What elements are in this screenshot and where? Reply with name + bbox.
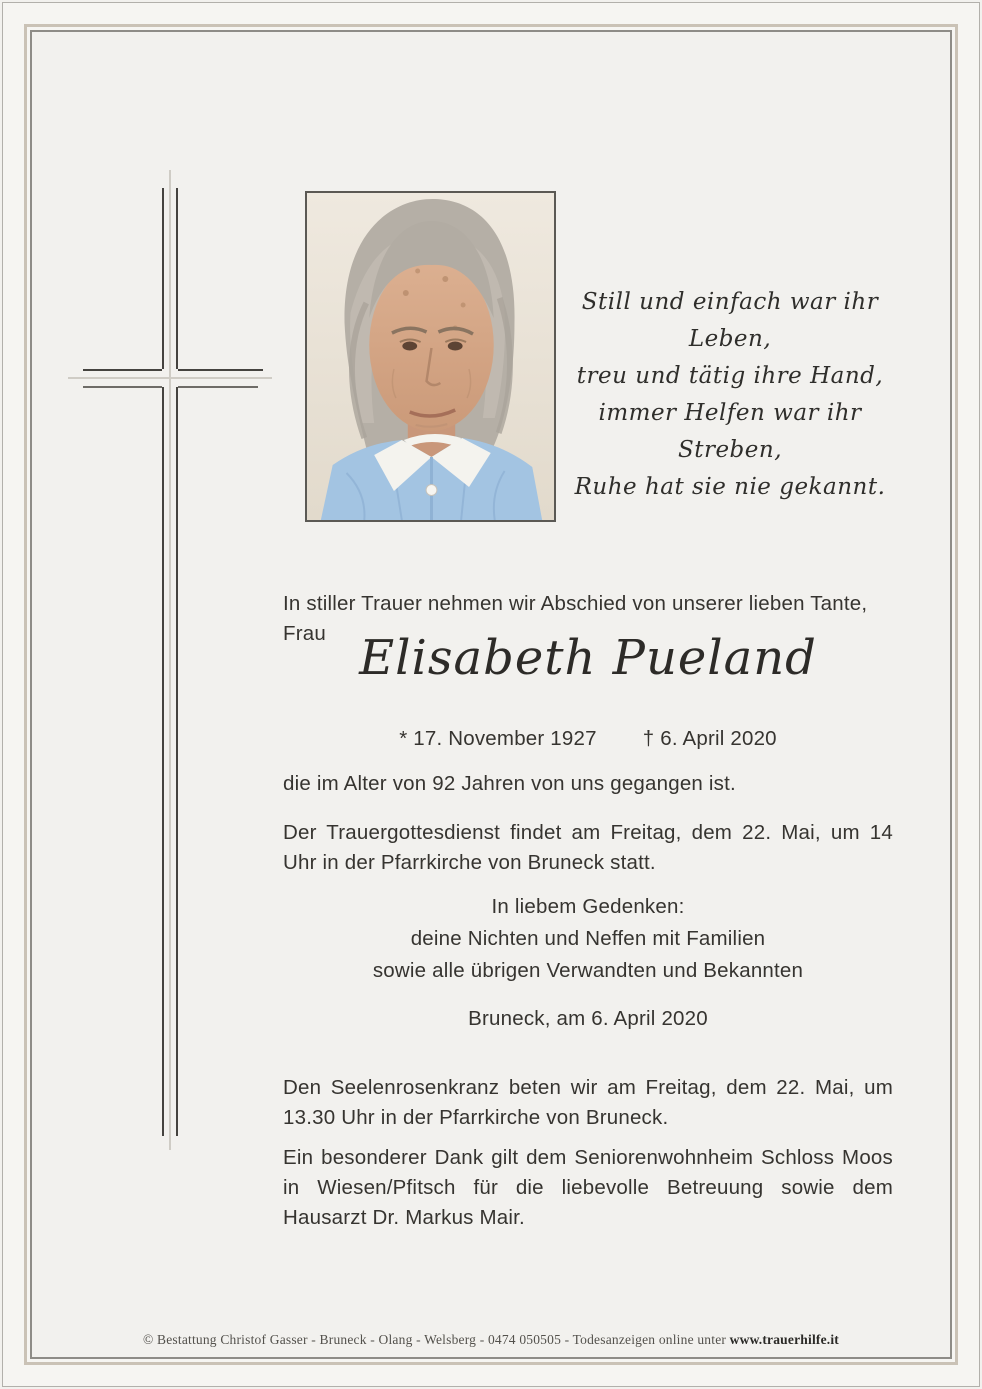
- rosary-info: Den Seelenrosenkranz beten wir am Freitag, dem 22. Mai, um 13.30 Uhr in der Pfarrkirche von Bruneck.: [283, 1076, 893, 1129]
- portrait-illustration: [307, 193, 554, 520]
- remembrance-heading: In liebem Gedenken:: [491, 895, 685, 918]
- age-line: die im Alter von 92 Jahren von uns gegangen ist.: [283, 772, 736, 795]
- portrait-photo: [305, 191, 556, 522]
- birth-date: * 17. November 1927: [399, 727, 597, 750]
- memorial-poem: [560, 284, 900, 506]
- poem-line: treu und tätig ihre Hand,: [576, 363, 884, 389]
- poem-line: Still und einfach war ihr Leben,: [581, 289, 879, 352]
- intro-line: In stiller Trauer nehmen wir Abschied von unserer lieben Tante, Frau: [283, 592, 868, 645]
- poem-line: immer Helfen war ihr Streben,: [598, 400, 862, 463]
- funeral-home-footer: [40, 1332, 942, 1348]
- deceased-name: Elisabeth Pueland: [359, 630, 817, 686]
- footer-text: © Bestattung Christof Gasser - Bruneck - Olang - Welsberg - 0474 050505 - Todesanzeigen online unter: [142, 1332, 730, 1347]
- service-info: Der Trauergottesdienst findet am Freitag, dem 22. Mai, um 14 Uhr in der Pfarrkirche von Bruneck statt.: [283, 821, 893, 874]
- death-date: † 6. April 2020: [642, 727, 777, 750]
- mourners-line: deine Nichten und Neffen mit Familien: [410, 927, 766, 950]
- footer-website: www.trauerhilfe.it: [729, 1332, 839, 1347]
- life-dates: [283, 724, 893, 754]
- poem-line: Ruhe hat sie nie gekannt.: [574, 474, 886, 500]
- place-and-date: Bruneck, am 6. April 2020: [468, 1007, 708, 1030]
- thanks-info: Ein besonderer Dank gilt dem Seniorenwohnheim Schloss Moos in Wiesen/Pfitsch für die liebevolle Betreuung sowie dem Hausarzt Dr. Markus Mair.: [283, 1146, 893, 1229]
- mourners-line: sowie alle übrigen Verwandten und Bekannten: [372, 959, 804, 982]
